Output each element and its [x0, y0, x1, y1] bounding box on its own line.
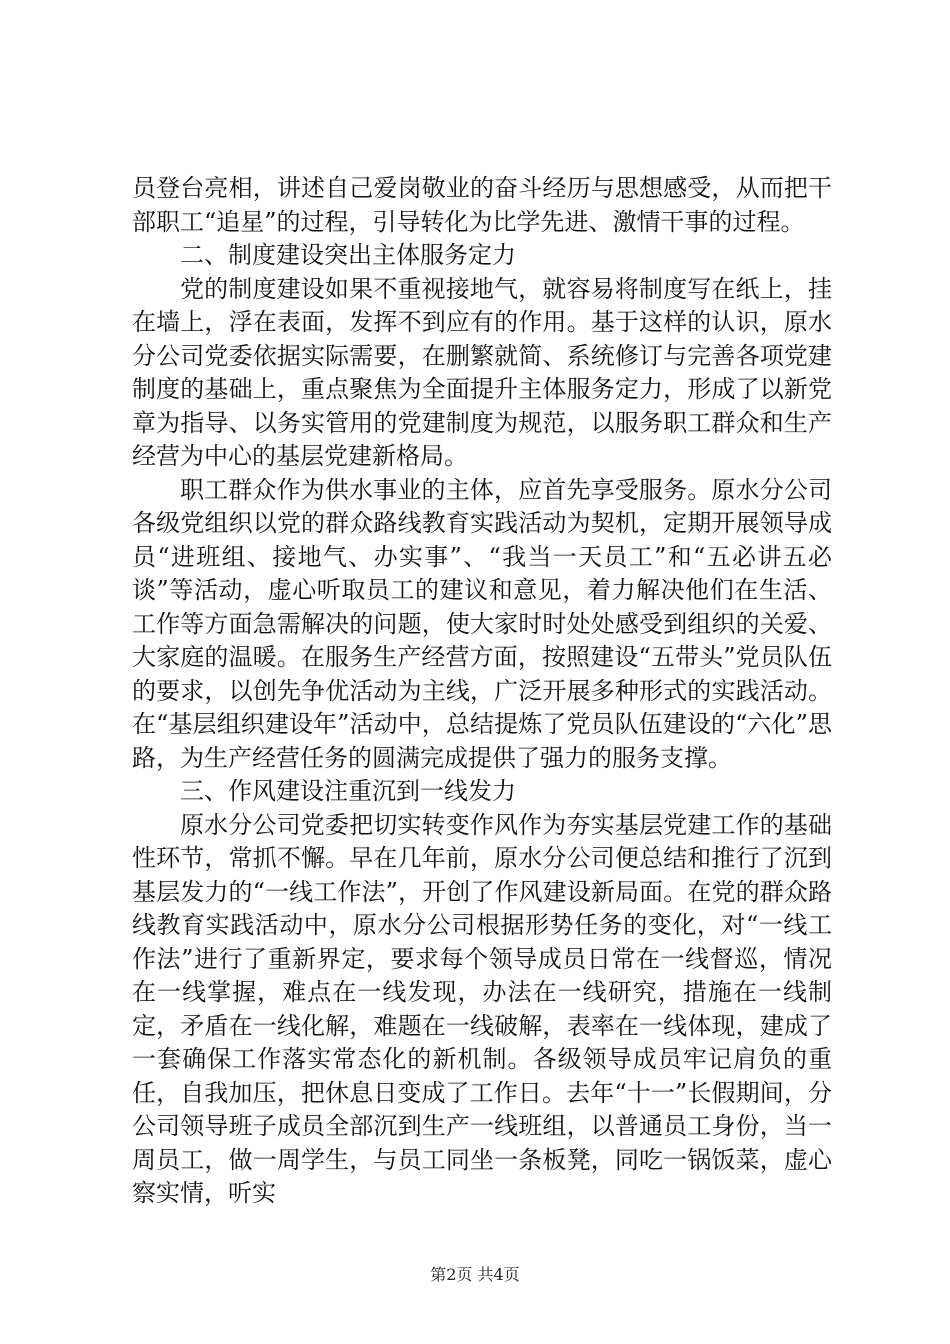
section-heading-2: 二、制度建设突出主体服务定力	[180, 241, 516, 269]
paragraph: 原水分公司党委把切实转变作风作为夯实基层党建工作的基础性环节，常抓不懈。早在几年前，原水分公司便总结和推行了沉到基层发力的“一线工作法”，开创了作风建设新局面。在党的群众路线教育实践活动中，原水分公司根据形势任务的变化，对“一线工作法”进行了重新界定，要求每个领导成员日常在一线督巡，情况在一线掌握，难点在一线发现，办法在一线研究，措施在一线制定，矛盾在一线化解，难题在一线破解，表率在一线体现，建成了一套确保工作落实常态化的新机制。各级领导成员牢记肩负的重任，自我加压，把休息日变成了工作日。去年“十一”长假期间，分公司领导班子成员全部沉到生产一线班组，以普通员工身份，当一周员工，做一周学生，与员工同坐一条板凳，同吃一锅饭菜，虚心察实情，听实	[132, 810, 832, 1207]
paragraph: 职工群众作为供水事业的主体，应首先享受服务。原水分公司各级党组织以党的群众路线教育实践活动为契机，定期开展领导成员“进班组、接地气、办实事”、“我当一天员工”和“五必讲五必谈”等活动，虚心听取员工的建议和意见，着力解决他们在生活、工作等方面急需解决的问题，使大家时时处处感受到组织的关爱、大家庭的温暖。在服务生产经营方面，按照建设“五带头”党员队伍的要求，以创先争优活动为主线，广泛开展多种形式的实践活动。在“基层组织建设年”活动中，总结提炼了党员队伍建设的“六化”思路，为生产经营任务的圆满完成提供了强力的服务支撑。	[132, 475, 832, 772]
page-footer: 第2页 共4页	[430, 1265, 520, 1284]
document-body	[132, 172, 832, 1211]
section-heading-3: 三、作风建设注重沉到一线发力	[180, 777, 516, 805]
paragraph: 党的制度建设如果不重视接地气，就容易将制度写在纸上，挂在墙上，浮在表面，发挥不到应有的作用。基于这样的认识，原水分公司党委依据实际需要，在删繁就简、系统修订与完善各项党建制度的基础上，重点聚焦为全面提升主体服务定力，形成了以新党章为指导、以务实管用的党建制度为规范，以服务职工群众和生产经营为中心的基层党建新格局。	[132, 274, 832, 470]
paragraph-continuation: 员登台亮相，讲述自己爱岗敬业的奋斗经历与思想感受，从而把干部职工“追星”的过程，引导转化为比学先进、激情干事的过程。	[132, 174, 832, 236]
